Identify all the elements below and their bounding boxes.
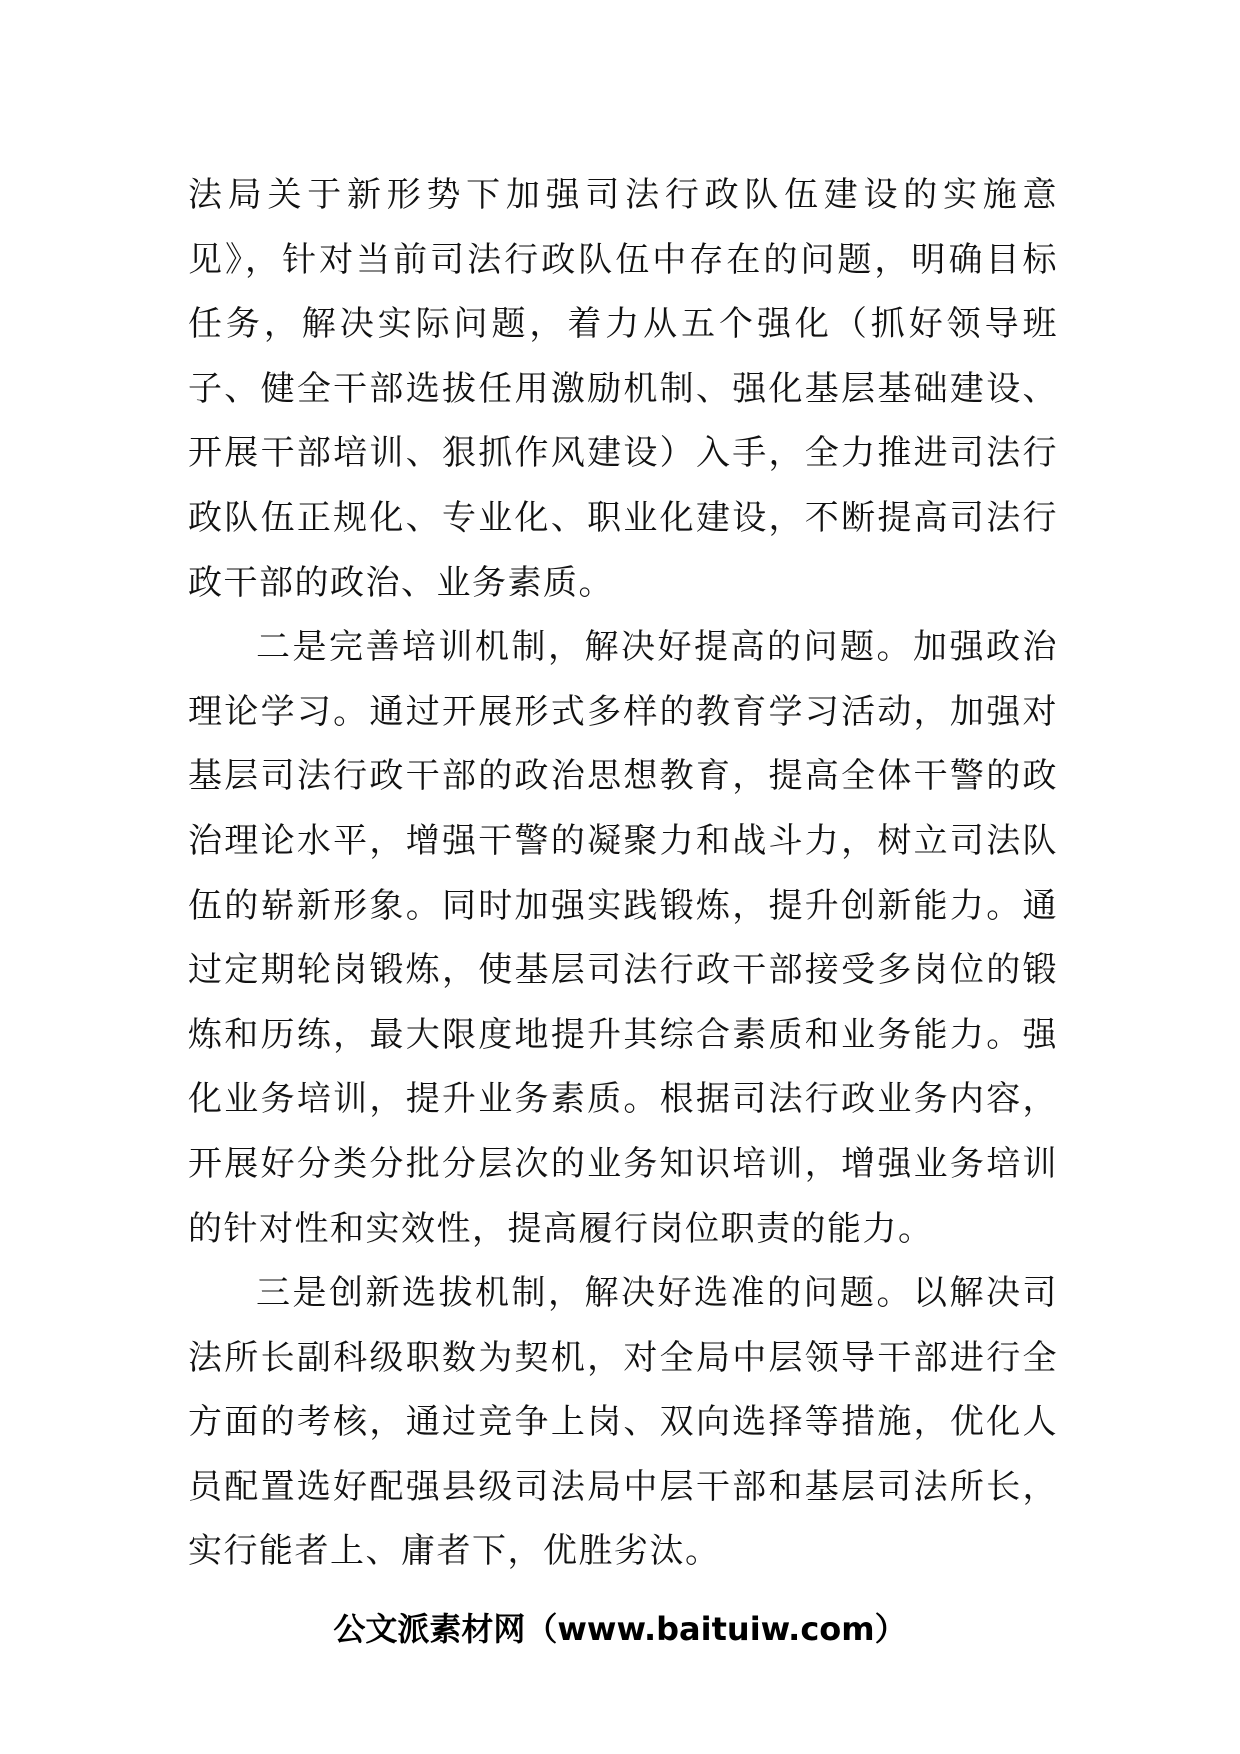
paragraph-continuation: 法局关于新形势下加强司法行政队伍建设的实施意见》，针对当前司法行政队伍中存在的问题，明确目标任务，解决实际问题，着力从五个强化（抓好领导班子、健全干部选拔任用激励机制、强化基层基础建设、开展干部培训、狠抓作风建设）入手，全力推进司法行政队伍正规化、专业化、职业化建设，不断提高司法行政干部的政治、业务素质。 bbox=[188, 175, 1058, 603]
paragraph-training-mechanism: 二是完善培训机制，解决好提高的问题。加强政治理论学习。通过开展形式多样的教育学习活动，加强对基层司法行政干部的政治思想教育，提高全体干警的政治理论水平，增强干警的凝聚力和战斗力，树立司法队伍的崭新形象。同时加强实践锻炼，提升创新能力。通过定期轮岗锻炼，使基层司法行政干部接受多岗位的锻炼和历练，最大限度地提升其综合素质和业务能力。强化业务培训，提升业务素质。根据司法行政业务内容，开展好分类分批分层次的业务知识培训，增强业务培训的针对性和实效性，提高履行岗位职责的能力。 bbox=[188, 627, 1058, 1249]
paragraph-selection-mechanism: 三是创新选拔机制，解决好选准的问题。以解决司法所长副科级职数为契机，对全局中层领导干部进行全方面的考核，通过竞争上岗、双向选择等措施，优化人员配置选好配强县级司法局中层干部和基层司法所长，实行能者上、庸者下，优胜劣汰。 bbox=[188, 1273, 1058, 1572]
footer-watermark-text: 公文派素材网（www.baituiw.com） bbox=[333, 1610, 907, 1648]
document-body bbox=[188, 163, 1058, 1584]
